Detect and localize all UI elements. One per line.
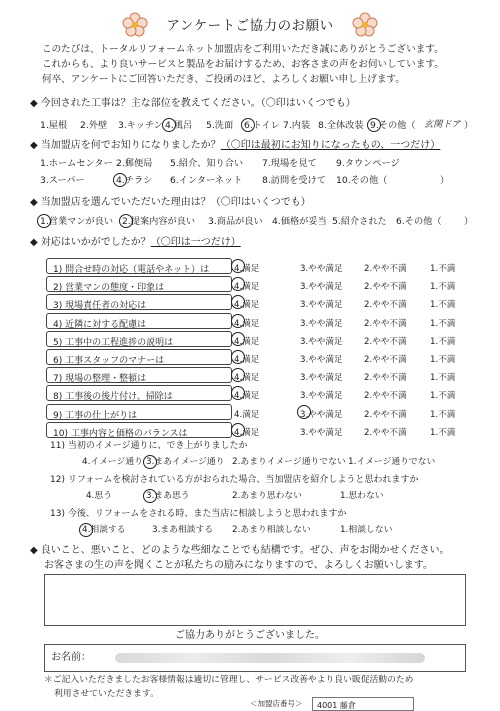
selection-circle — [297, 405, 311, 419]
rating-choice[interactable]: 3.やや満足 — [300, 318, 343, 329]
q2-instruction: （〇印は最初にお知りになったもの、一つだけ） — [220, 140, 441, 151]
rating-choice[interactable]: 3.やや満足 — [300, 373, 343, 384]
selection-circle — [231, 259, 245, 273]
selection-circle — [143, 455, 157, 469]
diamond-icon: ◆ — [30, 237, 38, 248]
rating-choice[interactable]: 2.やや不満 — [364, 373, 407, 384]
q12-choice[interactable]: 1.思わない — [340, 491, 384, 501]
selection-circle — [37, 214, 51, 228]
rating-row — [46, 385, 460, 401]
store-code-value: 4001 藤倉 — [317, 701, 356, 710]
rating-label-box — [46, 385, 232, 401]
rating-choice[interactable]: 4.満足 — [234, 355, 260, 365]
rating-choice[interactable]: 1.不満 — [430, 355, 456, 365]
rating-choice[interactable]: 3.やや満足 — [300, 300, 343, 311]
rating-choice[interactable]: 2.やや不満 — [364, 391, 407, 402]
rating-row — [46, 422, 460, 438]
rating-choice[interactable]: 4.満足 — [234, 427, 260, 438]
comments-line: お客さまの生の声を聞くことが私たちの励みになりますので、よろしくお願いします。 — [44, 560, 433, 571]
q2-option[interactable]: 8.訪問を受けて — [262, 175, 326, 186]
rating-label-box — [46, 313, 232, 329]
rating-label: 4) 近隣に対する配慮は — [53, 319, 147, 330]
q2-option[interactable]: 7.現場を見て — [262, 158, 317, 169]
rating-choice[interactable]: 4.満足 — [234, 264, 260, 274]
store-code-label: ＜加盟店番号＞ — [250, 699, 303, 708]
rating-row — [46, 404, 460, 420]
rating-choice[interactable]: 3.やや満足 — [300, 336, 343, 347]
q2-option[interactable]: 10.その他（ — [336, 175, 388, 186]
intro-line: このたびは、トータルリフォームネット加盟店をご利用いただき誠にありがとうございます。 — [42, 44, 444, 55]
q13-label: 13) 今後、リフォームをされる時、また当店に相談しようと思われますか — [50, 509, 347, 519]
name-field[interactable] — [44, 644, 466, 672]
diamond-icon: ◆ — [30, 98, 38, 109]
footer-note: 利用させていただきます。 — [54, 689, 159, 699]
rating-row — [46, 331, 460, 347]
rating-choice[interactable]: 1.不満 — [430, 300, 456, 311]
rating-label: 10) 工事内容と価格のバランスは — [53, 428, 188, 439]
q11-choice[interactable]: 4.イメージ通り — [82, 457, 143, 467]
q2-option[interactable]: 3.スーパー — [40, 175, 85, 186]
rating-choice[interactable]: 2.やや不満 — [364, 409, 407, 420]
q1-other-handwritten: 玄関ドア — [424, 119, 461, 130]
q1-option[interactable]: 4.風呂 — [165, 120, 193, 131]
rating-choice[interactable]: 3.やや満足 — [300, 391, 343, 402]
diamond-icon: ◆ — [30, 197, 38, 208]
q4-prefix: 対応はいかがでしたか？ — [40, 237, 151, 248]
q1-option[interactable]: 1.屋根 — [40, 120, 68, 131]
rating-row — [46, 258, 460, 274]
page-title: アンケートご協力のお願い — [166, 18, 334, 34]
q1-other-close: ） — [464, 120, 474, 131]
rating-label-box — [46, 331, 232, 347]
q1-instruction: （〇印はいくつでも） — [260, 98, 356, 109]
q2-prefix: 当加盟店を何でお知りになりましたか？ — [40, 140, 221, 151]
q13-choice[interactable]: 3.まあ相談する — [152, 525, 214, 535]
q2-option[interactable]: 2.郵便局 — [116, 158, 153, 169]
q2-heading — [30, 141, 440, 151]
q1-option[interactable]: 3.キッチン — [118, 120, 163, 131]
q11-choice[interactable]: 3.まあイメージ通り — [146, 457, 225, 467]
q4-instruction: （〇印は一つだけ） — [150, 237, 241, 248]
q1-option[interactable]: 8.全体改装 — [318, 120, 364, 131]
rating-choice[interactable]: 2.やや不満 — [364, 318, 407, 329]
rating-choice[interactable]: 2.やや不満 — [364, 355, 407, 365]
diamond-icon: ◆ — [30, 140, 38, 151]
comment-textarea[interactable] — [44, 574, 466, 626]
q2-option[interactable]: 6.インターネット — [170, 175, 243, 186]
rating-choice[interactable]: 2.やや不満 — [364, 300, 407, 311]
rating-choice[interactable]: 3.やや満足 — [300, 409, 343, 420]
q3-option[interactable]: 3.商品が良い — [208, 216, 263, 227]
rating-label: 3) 現場責任者の対応は — [53, 301, 147, 312]
q2-option[interactable]: 5.紹介、知り合い — [170, 158, 244, 169]
selection-circle — [119, 214, 133, 228]
q12-choice[interactable]: 3.まあ思う — [146, 491, 190, 501]
rating-choice[interactable]: 3.やや満足 — [300, 264, 343, 274]
rating-choice[interactable]: 1.不満 — [430, 427, 456, 438]
rating-label-box — [46, 422, 232, 438]
q13-choice[interactable]: 4.相談する — [82, 525, 126, 535]
rating-choice[interactable]: 4.満足 — [234, 409, 260, 420]
rating-choice[interactable]: 1.不満 — [430, 264, 456, 274]
q13-choice[interactable]: 1.相談しない — [340, 525, 393, 535]
rating-label-box — [46, 404, 232, 420]
thanks-text: ご協力ありがとうございました。 — [175, 630, 325, 641]
comments-line — [30, 546, 450, 556]
redacted-name — [115, 653, 425, 663]
rating-choice[interactable]: 2.やや不満 — [364, 264, 407, 274]
rating-choice[interactable]: 4.満足 — [234, 300, 260, 311]
rating-choice[interactable]: 1.不満 — [430, 391, 456, 402]
q4-heading — [30, 238, 241, 248]
rating-choice[interactable]: 1.不満 — [430, 282, 456, 293]
rating-choice[interactable]: 3.やや満足 — [300, 282, 343, 293]
rating-choice[interactable]: 4.満足 — [234, 391, 260, 402]
rating-row — [46, 367, 460, 383]
q11-label: 11) 当初のイメージ通りに、でき上がりましたか — [50, 441, 248, 451]
selection-circle — [231, 350, 245, 364]
name-label: お名前： — [51, 652, 91, 663]
q2-other-close: ） — [440, 175, 450, 186]
rating-label: 9) 工事の仕上がりは — [53, 410, 138, 421]
rating-choice[interactable]: 2.やや不満 — [364, 282, 407, 293]
rating-choice[interactable]: 4.満足 — [234, 336, 260, 347]
rating-choice[interactable]: 2.やや不満 — [364, 336, 407, 347]
rating-row — [46, 294, 460, 310]
q11-choice[interactable]: 1.イメージ通りでない — [348, 457, 436, 467]
rating-label: 2) 営業マンの態度・印象は — [53, 283, 165, 294]
q3-option[interactable]: 1.営業マンが良い — [40, 216, 114, 227]
selection-circle — [231, 332, 245, 346]
rating-label-box — [46, 276, 232, 292]
q3-option[interactable]: 4.価格が妥当 — [272, 216, 327, 227]
q2-option[interactable]: 1.ホームセンター — [40, 158, 113, 169]
rating-row — [46, 313, 460, 329]
rating-label: 8) 工事後の後片付け、掃除は — [53, 392, 173, 403]
selection-circle — [113, 173, 127, 187]
rating-label: 7) 現場の整理・整頓は — [53, 374, 147, 385]
rating-choice[interactable]: 4.満足 — [234, 373, 260, 384]
q1-prefix: 今回された工事は？主な部位を教えてください。 — [40, 98, 261, 109]
q3-other-close: ） — [464, 216, 474, 227]
store-code-box — [312, 697, 414, 711]
rating-choice[interactable]: 4.満足 — [234, 282, 260, 293]
rating-choice[interactable]: 1.不満 — [430, 409, 456, 420]
q12-choice[interactable]: 2.あまり思わない — [232, 491, 302, 501]
rating-row — [46, 349, 460, 365]
q11-choice[interactable]: 2.あまりイメージ通りでない — [232, 457, 346, 467]
q3-prefix: 当加盟店を選んでいただいた理由は？ — [40, 197, 211, 208]
selection-circle — [143, 489, 157, 503]
q2-option[interactable]: 9.タウンページ — [336, 158, 400, 169]
q3-option[interactable]: 6.その他（ — [396, 216, 442, 227]
q13-choice[interactable]: 2.あまり相談しない — [232, 525, 311, 535]
diamond-icon: ◆ — [30, 545, 38, 556]
rating-label-box — [46, 258, 232, 274]
rating-label-box — [46, 349, 232, 365]
rating-choice[interactable]: 2.やや不満 — [364, 427, 407, 438]
q1-heading — [30, 99, 356, 109]
comments-text: 良いこと、悪いこと、どのような些細なことでも結構です。ぜひ、声をお聞かせください。 — [40, 545, 450, 556]
q1-option[interactable]: 6.トイレ — [244, 120, 280, 131]
rating-label: 5) 工事中の工程進捗の説明は — [53, 337, 174, 348]
selection-circle — [162, 118, 176, 132]
intro-line: これからも、より良いサービスと製品をお届けするため、お客さまの声をお伺いしています。 — [42, 59, 444, 70]
rating-row — [46, 276, 460, 292]
rating-choice[interactable]: 1.不満 — [430, 318, 456, 329]
q3-instruction: （〇印はいくつでも） — [210, 197, 311, 208]
selection-circle — [231, 423, 245, 437]
rating-choice[interactable]: 4.満足 — [234, 318, 260, 329]
selection-circle — [79, 523, 93, 537]
footer-note: ＊ご記入いただきましたお客様情報は適切に管理し、サービス改善やより良い販促活動のため — [44, 675, 414, 685]
q12-choice[interactable]: 4.思う — [86, 491, 112, 501]
q3-heading — [30, 198, 311, 208]
rating-label: 1) 問合せ時の対応（電話やネット）は — [53, 265, 210, 275]
q1-option[interactable]: 2.外壁 — [80, 120, 108, 131]
q1-option[interactable]: 7.内装 — [283, 120, 311, 131]
q2-option[interactable]: 4.チラシ — [116, 175, 153, 186]
rating-choice[interactable]: 3.やや満足 — [300, 427, 343, 438]
rating-label-box — [46, 367, 232, 383]
q3-option[interactable]: 2.提案内容が良い — [122, 216, 196, 227]
q12-label: 12) リフォームを検討されている方がおられた場合、当加盟店を紹介しようと思われますか — [50, 475, 419, 485]
selection-circle — [231, 314, 245, 328]
selection-circle — [367, 118, 381, 132]
rating-choice[interactable]: 1.不満 — [430, 336, 456, 347]
intro-line: 何卒、アンケートにご回答いただき、ご投函のほど、よろしくお願い申し上げます。 — [42, 74, 405, 85]
selection-circle — [241, 118, 255, 132]
q1-option[interactable]: 9.その他（ — [370, 120, 416, 131]
q3-option[interactable]: 5.紹介された — [332, 216, 387, 227]
rating-label-box — [46, 294, 232, 310]
rating-choice[interactable]: 1.不満 — [430, 373, 456, 384]
rating-choice[interactable]: 3.やや満足 — [300, 355, 343, 365]
rating-label: 6) 工事スタッフのマナーは — [53, 356, 165, 366]
q1-option[interactable]: 5.洗面 — [206, 120, 234, 131]
